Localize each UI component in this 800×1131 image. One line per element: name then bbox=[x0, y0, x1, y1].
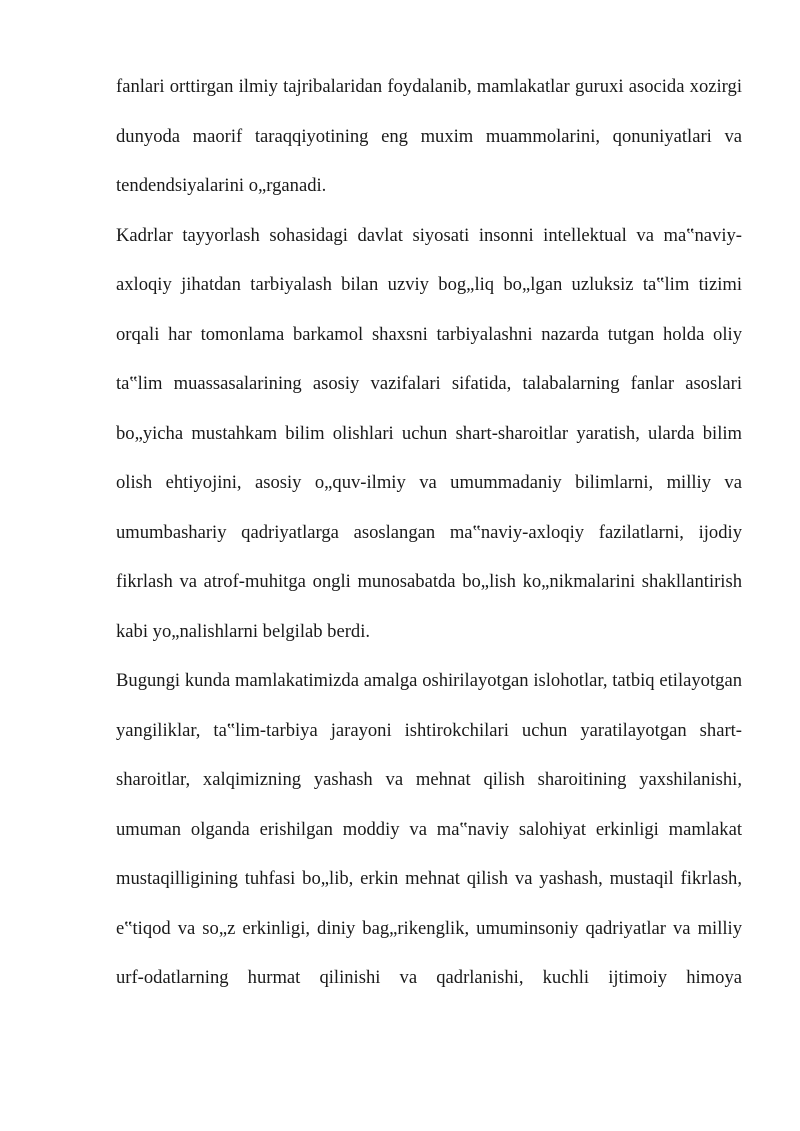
paragraph: fanlari orttirgan ilmiy tajribalaridan foydalanib, mamlakatlar guruxi asocida xozirgi dunyoda maorif taraqqiyotining eng muxim muammolarini, qonuniyatlari va tendendsiyalarini o„rganadi. bbox=[116, 76, 742, 196]
body-text bbox=[116, 62, 742, 1003]
paragraph: Bugungi kunda mamlakatimizda amalga oshirilayotgan islohotlar, tatbiq etilayotgan yangiliklar, ta‟lim-tarbiya jarayoni ishtirokchilari uchun yaratilayotgan shart-sharoitlar, xalqimizning yashash va mehnat qilish sharoitining yaxshilanishi, umuman olganda erishilgan moddiy va ma‟naviy salohiyat erkinligi mamlakat mustaqilligining tuhfasi bo„lib, erkin mehnat qilish va yashash, mustaqil fikrlash, e‟tiqod va so„z erkinligi, diniy bag„rikenglik, umuminsoniy qadriyatlar va milliy urf-odatlarning hurmat qilinishi va qadrlanishi, kuchli ijtimoiy himoya bbox=[116, 670, 742, 988]
paragraph: Kadrlar tayyorlash sohasidagi davlat siyosati insonni intellektual va ma‟naviy-axloqiy jihatdan tarbiyalash bilan uzviy bog„liq bo„lgan uzluksiz ta‟lim tizimi orqali har tomonlama barkamol shaxsni tarbiyalashni nazarda tutgan holda oliy ta‟lim muassasalarining asosiy vazifalari sifatida, talabalarning fanlar asoslari bo„yicha mustahkam bilim olishlari uchun shart-sharoitlar yaratish, ularda bilim olish ehtiyojini, asosiy o„quv-ilmiy va umummadaniy bilimlarni, milliy va umumbashariy qadriyatlarga asoslangan ma‟naviy-axloqiy fazilatlarni, ijodiy fikrlash va atrof-muhitga ongli munosabatda bo„lish ko„nikmalarini shakllantirish kabi yo„nalishlarni belgilab berdi. bbox=[116, 224, 742, 642]
